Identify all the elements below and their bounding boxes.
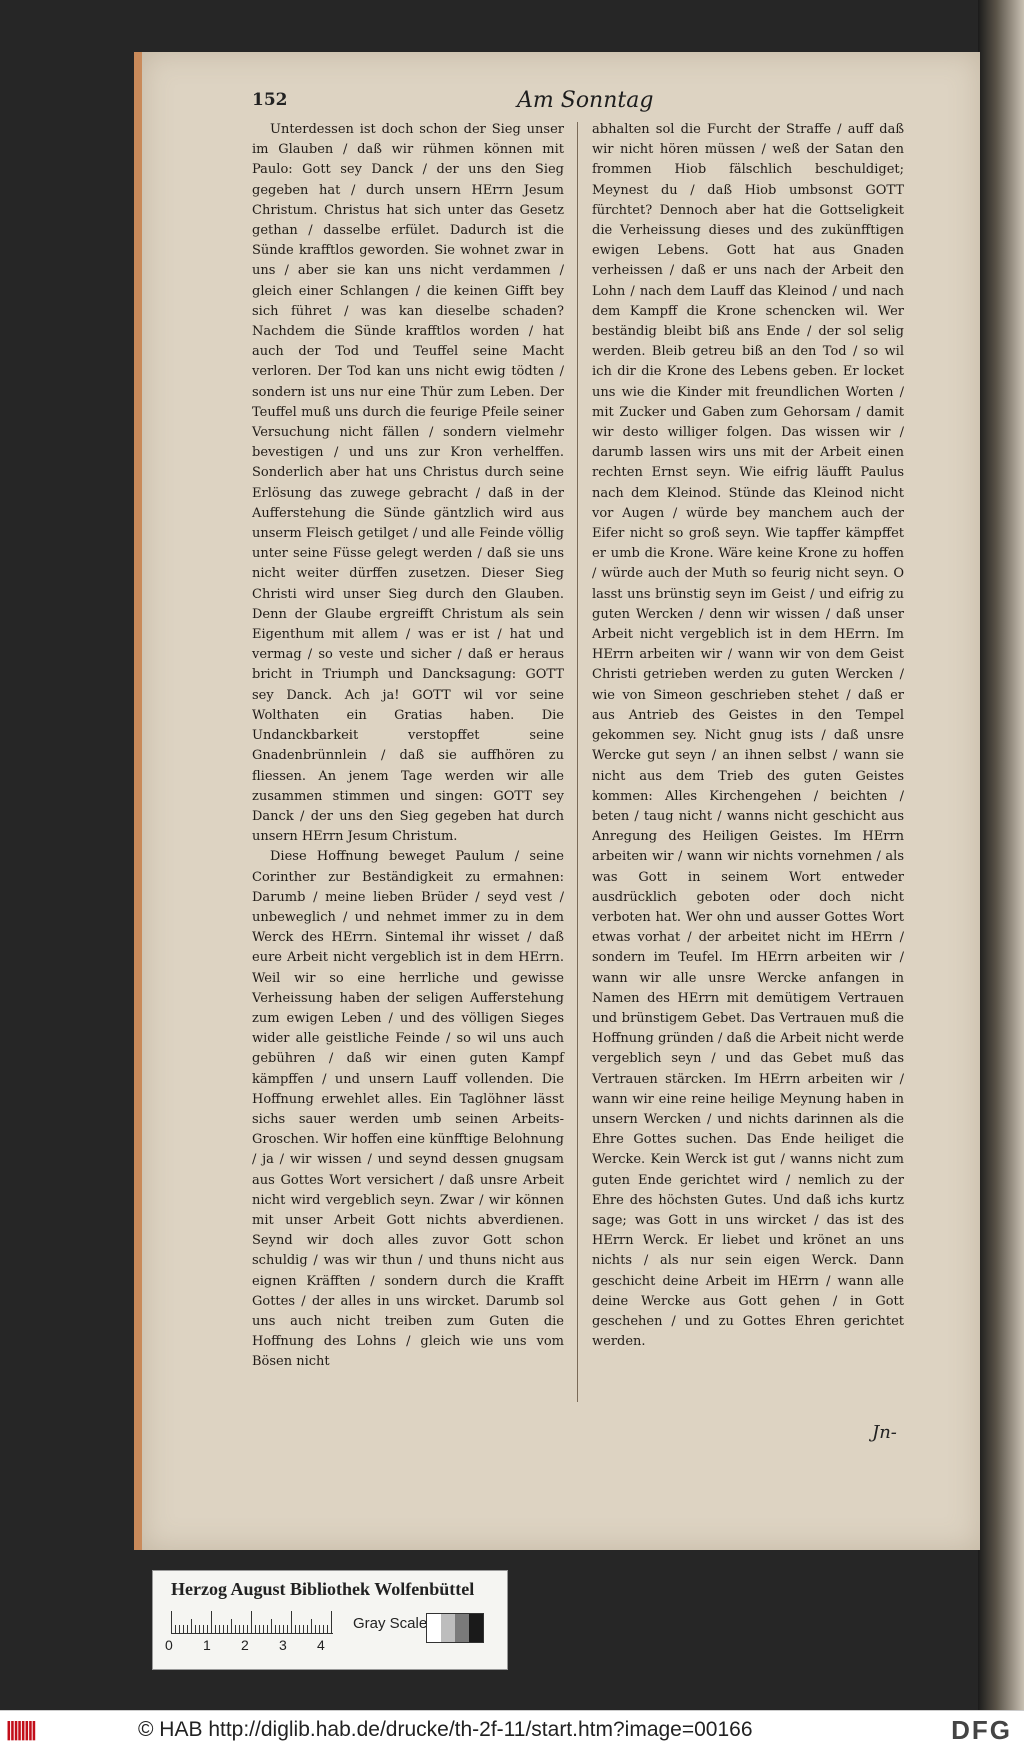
book-page — [134, 52, 980, 1550]
ruler-tick — [171, 1611, 172, 1633]
left-column — [252, 120, 564, 1373]
page-header — [252, 90, 872, 114]
footer-bar — [0, 1710, 1024, 1748]
ruler-tick — [227, 1625, 228, 1633]
ruler-tick — [315, 1625, 316, 1633]
left-paragraph-1: Unterdessen ist doch schon der Sieg unser im Glauben / daß wir rühmen können mit Paulo: Gott sey Danck / der uns den Sieg gegeben hat / durch unsern HErrn Jesum Christum. Christus hat sich unter das Gesetz gethan / dasselbe erfület. Dadurch ist die Sünde krafftlos geworden. Sie wohnet zwar in uns / aber sie kan uns nicht verdammen / gleich einer Schlangen / die keinen Gifft bey sich führet / was kan dieselbe schaden? Nachdem die Sünde krafftlos worden / hat auch der Tod und Teuffel seine Macht verloren. Der Tod kan uns nicht ewig tödten / sondern ist uns nur eine Thür zum Leben. Der Teuffel muß uns durch die feurige Pfeile seiner Versuchung nicht fällen / sondern vielmehr bevestigen / und uns zur Kron verhelffen. Sonderlich aber hat uns Christus durch seine Erlösung das zuwege gebracht / daß in der Aufferstehung die Sünde gäntzlich wird aus unserm Fleisch getilget / und alle Feinde völlig unter seine Füsse gelegt werden / daß sie uns nicht weiter dürffen zusetzen. Dieser Sieg Christi wird unser Sieg durch den Glauben. Denn der Glaube ergreifft Christum als sein Eigenthum mit allem / was er ist / hat und vermag / so veste und sicher / daß er heraus bricht in Triumph und Dancksagung: GOTT sey Danck. Ach ja! GOTT wil vor seine Wolthaten ein Gratias haben. Die Undanckbarkeit verstopffet seine Gnadenbrünnlein / daß sie auffhören zu fliessen. An jenem Tage werden wir alle zusammen stimmen und singen: GOTT sey Danck / der uns den Sieg gegeben hat durch unsern HErrn Jesum Christum. — [252, 122, 564, 845]
gray-swatch — [441, 1614, 455, 1642]
ruler-tick — [287, 1625, 288, 1633]
running-head: Am Sonntag — [517, 88, 654, 113]
ruler-tick — [267, 1625, 268, 1633]
gray-scale-bars — [426, 1613, 484, 1643]
ruler-tick — [327, 1625, 328, 1633]
copyright-link[interactable]: © HAB http://diglib.hab.de/drucke/th-2f-11/start.htm?image=00166 — [138, 1718, 753, 1741]
gray-swatch — [455, 1614, 469, 1642]
ruler-label: 0 — [165, 1637, 173, 1653]
ruler-tick — [255, 1625, 256, 1633]
ruler-tick — [195, 1625, 196, 1633]
ruler-label: 2 — [241, 1637, 249, 1653]
ruler-tick — [307, 1625, 308, 1633]
gray-scale-label: Gray Scale — [353, 1615, 428, 1632]
hab-logo-icon[interactable]: |||||||| — [6, 1719, 35, 1741]
ruler-tick — [251, 1611, 252, 1633]
ruler-tick — [239, 1625, 240, 1633]
ruler-tick — [191, 1619, 192, 1633]
ruler-tick — [243, 1625, 244, 1633]
ruler-tick — [223, 1625, 224, 1633]
ruler-tick — [323, 1625, 324, 1633]
ruler-tick — [331, 1611, 332, 1633]
column-divider — [577, 122, 578, 1402]
right-column — [592, 120, 904, 1352]
ruler-tick — [203, 1625, 204, 1633]
ruler-tick — [271, 1619, 272, 1633]
page-number: 152 — [252, 90, 288, 110]
ruler-label: 3 — [279, 1637, 287, 1653]
color-scale-card — [152, 1570, 508, 1670]
next-page-edge — [978, 0, 1024, 1710]
ruler-tick — [279, 1625, 280, 1633]
library-name: Herzog August Bibliothek Wolfenbüttel — [171, 1579, 475, 1599]
ruler-labels — [165, 1637, 345, 1657]
right-paragraph-1: abhalten sol die Furcht der Straffe / auff daß wir nicht hören müssen / weß der Satan den frommen Hiob fälschlich beschuldiget; Meynest du / daß Hiob umbsonst GOTT fürchtet? Dennoch aber hat die Gottseligkeit die Verheissung dieses und des zukünfftigen ewigen Lebens. Gott hat aus Gnaden verheissen / daß er uns nach der Arbeit den Lohn / nach dem Lauff das Kleinod / und nach dem Kampff die Krone schencken wil. Wer beständig bleibt biß ans Ende / der sol selig werden. Bleib getreu biß an den Tod / so wil ich dir die Krone des Lebens geben. Er locket uns wie die Kinder mit freundlichen Worten / mit Zucker und Gaben zum Gehorsam / damit wir desto williger folgen. Das wissen wir / darumb lassen wirs uns mit der Arbeit einen rechten Ernst seyn. Wie eifrig läufft Paulus nach dem Kleinod. Stünde das Kleinod nicht vor Augen / würde bey manchem auch der Eifer nicht so groß seyn. Wie tapffer kämpffet er umb die Krone. Wäre keine Krone zu hoffen / würde auch der Muth so feurig nicht seyn. O lasst uns brünstig seyn im Geist / und eifrig zu guten Wercken / denn wir wissen / daß unser Arbeit nicht vergeblich ist in dem HErrn. Im HErrn arbeiten wir / wann wir von dem Geist Christi getrieben werden zu guten Wercken / wie von Simeon geschrieben stehet / daß er aus Antrieb des Geistes in den Tempel gekommen sey. Nicht gnug ists / daß unsre Wercke gut seyn / an ihnen selbst / wann sie nicht aus dem Trieb des guten Geistes kommen: Alles Kirchengehen / beichten / beten / taug nicht / wanns nicht geschicht aus Anregung des Heiligen Geistes. Im HErrn arbeiten wir / wann wir nichts vornehmen / als was Gott in seinem Wort entweder ausdrücklich geboten oder doch nicht verboten hat. Wer ohn und ausser Gottes Wort etwas vorhat / der arbeitet nicht im HErrn / sondern im Teufel. Im HErrn arbeiten wir / wann wir alle unsre Wercke anfangen in Namen des HErrn mit demütigem Vertrauen und brünstigem Gebet. Das Vertrauen muß die Hoffnung gründen / daß die Arbeit nicht werde vergeblich seyn / und das Gebet muß das Vertrauen stärcken. Im HErrn arbeiten wir / wann wir eine reine heilige Meynung haben in unsern Wercken / und nichts darinnen als die Ehre Gottes suchen. Das Ende heiliget die Wercke. Kein Werck ist gut / wanns nicht zum guten Ende gerichtet wird / nemlich zu der Ehre des höchsten Gutes. Und daß ichs kurtz sage; was Gott in uns wircket / das ist des HErrn Werck. Er liebet und krönet an uns nichts / als nur sein eigen Werck. Dann geschicht deine Arbeit im HErrn / wann alle deine Wercke aus Gott gehen / in Gott geschehen / und zu Gottes Ehren gerichtet werden. — [592, 122, 904, 1350]
ruler-tick — [259, 1625, 260, 1633]
ruler-tick — [211, 1611, 212, 1633]
ruler-tick — [299, 1625, 300, 1633]
ruler-tick — [275, 1625, 276, 1633]
ruler-tick — [311, 1619, 312, 1633]
ruler-tick — [283, 1625, 284, 1633]
ruler-tick — [215, 1625, 216, 1633]
ruler-tick — [187, 1625, 188, 1633]
left-paragraph-2: Diese Hoffnung beweget Paulum / seine Corinther zur Beständigkeit zu ermahnen: Darumb / meine lieben Brüder / seyd vest / unbeweglich / und nehmet immer zu in dem Werck des HErrn. Sintemal ihr wisset / daß eure Arbeit nicht vergeblich ist in dem HErrn. Weil wir so eine herrliche und gewisse Verheissung haben der seligen Aufferstehung zum ewigen Leben / und des völligen Sieges wider alle geistliche Feinde / so wil uns auch gebühren / daß wir einen guten Kampf kämpffen / und unsern Lauff vollenden. Die Hoffnung erwehlet alles. Ein Taglöhner lässt sichs sauer werden umb seinen Arbeits-Groschen. Wir hoffen eine künfftige Belohnung / ja / wir wissen / und seynd dessen gnugsam aus Gottes Wort versichert / daß unsre Arbeit nicht wird vergeblich seyn. Zwar / wir können mit unser Arbeit Gott nichts abverdienen. Seynd wir doch alles zuvor Gott schon schuldig / was wir thun / und thuns nicht aus eignen Kräfften / sondern durch die Krafft Gottes / der alles in uns wircket. Darumb sol uns auch nicht treiben zum Guten die Hoffnung des Lohns / gleich wie uns vom Bösen nicht — [252, 849, 564, 1370]
catchword: Jn- — [872, 1422, 897, 1443]
ruler-tick — [291, 1611, 292, 1633]
ruler — [171, 1609, 333, 1634]
ruler-tick — [179, 1625, 180, 1633]
ruler-tick — [183, 1625, 184, 1633]
ruler-tick — [303, 1625, 304, 1633]
ruler-tick — [235, 1625, 236, 1633]
gray-swatch — [469, 1614, 483, 1642]
ruler-tick — [175, 1625, 176, 1633]
ruler-tick — [295, 1625, 296, 1633]
dfg-logo[interactable]: DFG — [951, 1715, 1012, 1745]
ruler-tick — [263, 1625, 264, 1633]
gray-swatch — [427, 1614, 441, 1642]
ruler-tick — [319, 1625, 320, 1633]
ruler-label: 4 — [317, 1637, 325, 1653]
ruler-tick — [231, 1619, 232, 1633]
ruler-label: 1 — [203, 1637, 211, 1653]
ruler-tick — [219, 1625, 220, 1633]
ruler-tick — [207, 1625, 208, 1633]
ruler-tick — [199, 1625, 200, 1633]
ruler-tick — [247, 1625, 248, 1633]
